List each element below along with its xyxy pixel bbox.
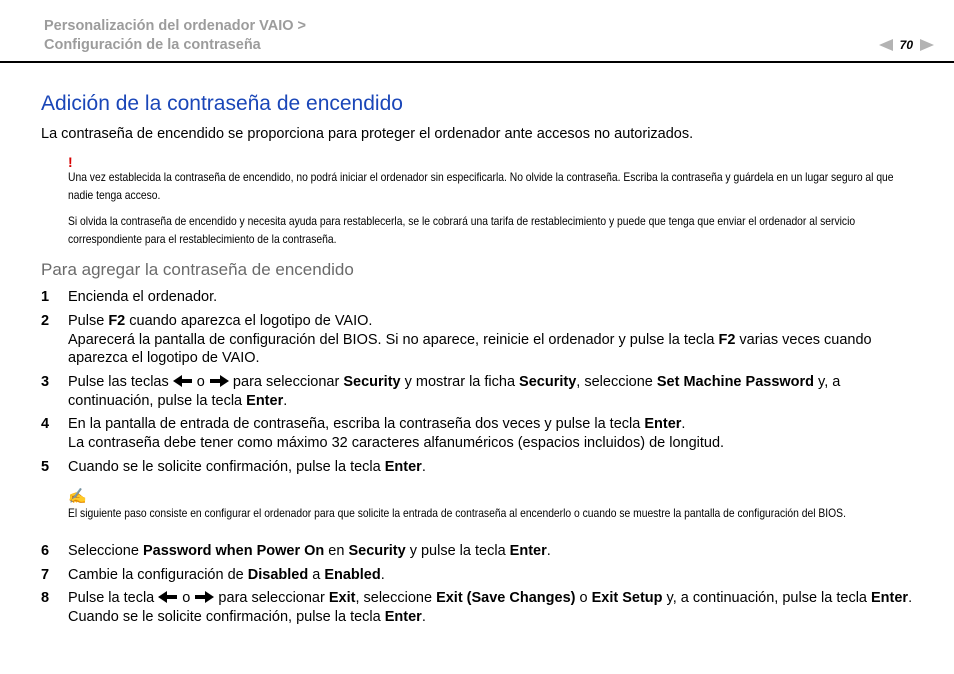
right-arrow-key-icon: [194, 591, 214, 603]
step-text: para seleccionar: [228, 374, 344, 390]
step-text: y, a continuación, pulse la tecla: [662, 590, 872, 606]
step-text: y pulse la tecla: [405, 543, 510, 559]
section-title: Adición de la contraseña de encendido: [41, 92, 403, 115]
info-note: El siguiente paso consiste en configurar el ordenador para que solicite la entrada de contraseña al encenderlo o cuando se muestre la pantalla de configuración del BIOS.: [68, 506, 846, 520]
step-text: Pulse: [68, 313, 109, 329]
step-text: .: [546, 543, 551, 559]
left-arrow-key-icon: [158, 591, 178, 603]
step-number: 3: [41, 374, 50, 390]
step-text: en: [324, 543, 349, 559]
option-name: Exit (Save Changes): [436, 590, 576, 606]
step-text: varias veces cuando aparezca el logotipo de VAIO.: [68, 331, 872, 366]
key-name: Enter: [871, 590, 909, 606]
step-text: o: [575, 590, 592, 606]
step-number: 7: [41, 567, 50, 583]
step-text: y, a continuación, pulse la tecla: [68, 374, 841, 409]
next-page-arrow-icon[interactable]: [920, 39, 934, 51]
step-text: Pulse las teclas: [68, 374, 173, 390]
step-text: .: [421, 608, 426, 625]
left-arrow-key-icon: [173, 375, 193, 387]
breadcrumb-line2: Configuración de la contraseña: [44, 37, 261, 53]
option-name: Disabled: [247, 567, 309, 583]
key-name: Enter: [509, 543, 547, 559]
key-name: Enter: [384, 459, 422, 475]
step-text: Pulse la tecla: [68, 590, 159, 606]
key-name: Enter: [246, 392, 284, 409]
menu-name: Security: [519, 374, 577, 390]
step-text: Cambie la configuración de: [68, 567, 248, 583]
step-text: .: [681, 416, 686, 432]
step-text: , seleccione: [355, 590, 437, 606]
key-name: Enter: [384, 608, 422, 625]
step-number: 6: [41, 543, 50, 559]
step-text: En la pantalla de entrada de contraseña, escriba la contraseña dos veces y pulse la tecla: [68, 416, 645, 432]
step-text: o: [192, 374, 209, 390]
step-number: 4: [41, 416, 50, 432]
step-text: .: [421, 459, 426, 475]
step-text: Seleccione: [68, 543, 143, 559]
menu-name: Password when Power On: [142, 543, 325, 559]
header-divider: [0, 61, 954, 63]
key-name: Enter: [644, 416, 682, 432]
menu-name: Security: [348, 543, 406, 559]
option-name: Enabled: [324, 567, 381, 583]
step-text: .: [380, 567, 385, 583]
warning-note-2: Si olvida la contraseña de encendido y necesita ayuda para restablecerla, se le cobrará una tarifa de restablecimiento y puede que tenga que enviar el ordenador al servicio correspondiente para el restablecimiento de la contraseña.: [68, 214, 856, 246]
menu-name: Security: [343, 374, 401, 390]
step-text: .: [908, 590, 913, 606]
procedure-subtitle: Para agregar la contraseña de encendido: [41, 260, 354, 279]
step-text: cuando aparezca el logotipo de VAIO.: [125, 313, 373, 329]
right-arrow-key-icon: [209, 375, 229, 387]
step-text: o: [178, 590, 195, 606]
page-number: 70: [899, 38, 913, 52]
step-text: y mostrar la ficha: [400, 374, 520, 390]
key-name: F2: [718, 331, 736, 348]
step-text: La contraseña debe tener como máximo 32 caracteres alfanuméricos (espacios incluidos) de longitud.: [68, 434, 725, 451]
page-navigation: [879, 38, 934, 52]
option-name: Exit Setup: [591, 590, 663, 606]
step-number: 1: [41, 289, 50, 305]
warning-icon: !: [68, 154, 73, 170]
step-number: 5: [41, 459, 50, 475]
menu-name: Set Machine Password: [656, 374, 815, 390]
breadcrumb-line1: Personalización del ordenador VAIO >: [44, 18, 307, 34]
step-text: Aparecerá la pantalla de configuración del BIOS. Si no aparece, reinicie el ordenador y pulse la tecla: [68, 331, 719, 348]
step-text: .: [283, 392, 288, 409]
warning-note-1: Una vez establecida la contraseña de encendido, no podrá iniciar el ordenador sin especificarla. No olvide la contraseña. Escriba la contraseña y guárdela en un lugar seguro al que nadie tenga acceso.: [68, 170, 894, 202]
step-text: , seleccione: [576, 374, 657, 390]
step-number: 2: [41, 313, 50, 329]
step-text: a: [308, 567, 325, 583]
step-text: Encienda el ordenador.: [68, 289, 218, 305]
step-text: Cuando se le solicite confirmación, pulse la tecla: [68, 608, 385, 625]
step-number: 8: [41, 590, 50, 606]
previous-page-arrow-icon[interactable]: [879, 39, 893, 51]
menu-name: Exit: [328, 590, 356, 606]
pencil-note-icon: ✍: [68, 488, 87, 505]
key-name: F2: [108, 313, 126, 329]
step-text: Cuando se le solicite confirmación, pulse la tecla: [68, 459, 385, 475]
intro-paragraph: La contraseña de encendido se proporciona para proteger el ordenador ante accesos no autorizados.: [41, 126, 694, 142]
step-text: para seleccionar: [214, 590, 329, 606]
